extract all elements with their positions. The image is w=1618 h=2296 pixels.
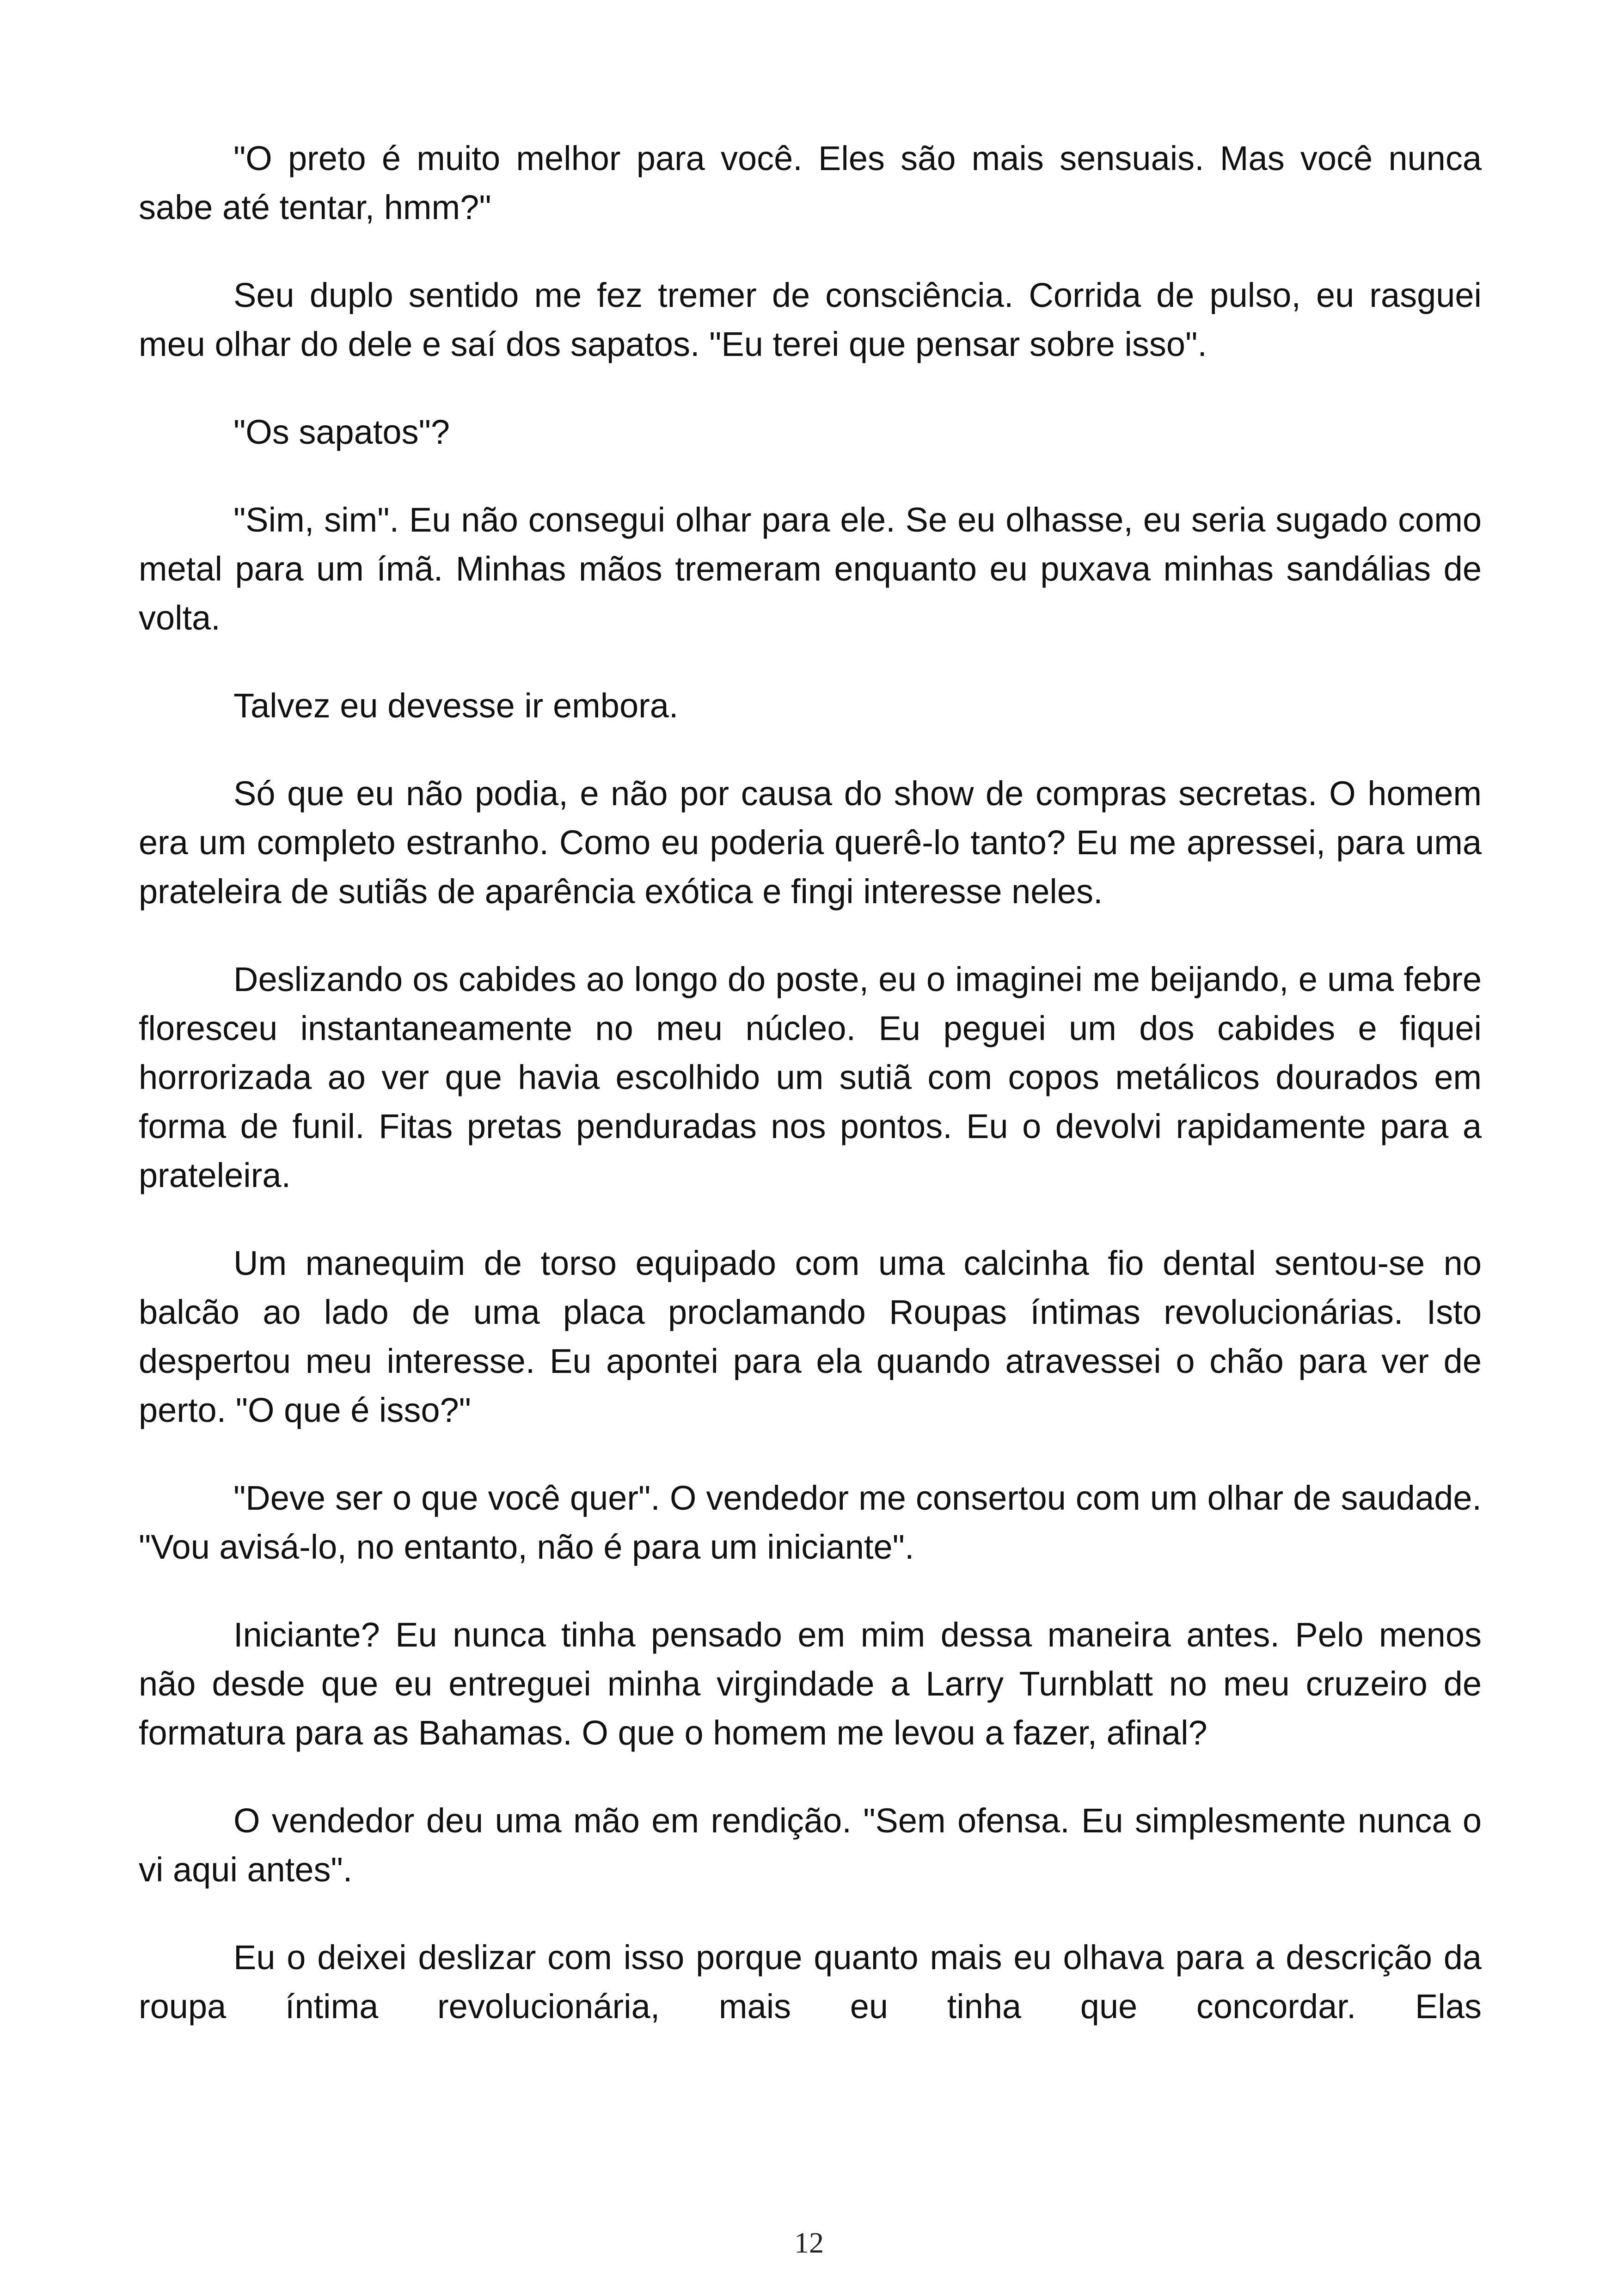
paragraph: "Sim, sim". Eu não consegui olhar para ele. Se eu olhasse, eu seria sugado como metal para um ímã. Minhas mãos tremeram enquanto eu puxava minhas sandálias de volta. xyxy=(139,501,1482,637)
paragraph: Um manequim de torso equipado com uma calcinha fio dental sentou-se no balcão ao lado de uma placa proclamando Roupas íntimas revolucionárias. Isto despertou meu interesse. Eu apontei para ela quando atravessei o chão para ver de perto. "O que é isso?" xyxy=(139,1244,1482,1429)
paragraph: O vendedor deu uma mão em rendição. "Sem ofensa. Eu simplesmente nunca o vi aqui antes". xyxy=(139,1801,1482,1889)
paragraph: "Deve ser o que você quer". O vendedor me consertou com um olhar de saudade. "Vou avisá-lo, no entanto, não é para um iniciante". xyxy=(139,1479,1482,1566)
paragraph: Iniciante? Eu nunca tinha pensado em mim dessa maneira antes. Pelo menos não desde que eu entreguei minha virgindade a Larry Turnblatt no meu cruzeiro de formatura para as Bahamas. O que o homem me levou a fazer, afinal? xyxy=(139,1616,1482,1752)
paragraph: "O preto é muito melhor para você. Eles são mais sensuais. Mas você nunca sabe até tentar, hmm?" xyxy=(139,139,1482,227)
body-text xyxy=(139,134,1482,2031)
paragraph: Talvez eu devesse ir embora. xyxy=(233,686,679,725)
paragraph: Deslizando os cabides ao longo do poste, eu o imaginei me beijando, e uma febre floresceu instantaneamente no meu núcleo. Eu peguei um dos cabides e fiquei horrorizada ao ver que havia escolhido um sutiã com copos metálicos dourados em forma de funil. Fitas pretas penduradas nos pontos. Eu o devolvi rapidamente para a prateleira. xyxy=(139,960,1482,1194)
paragraph: Eu o deixei deslizar com isso porque quanto mais eu olhava para a descrição da roupa íntima revolucionária, mais eu tinha que concordar. Elas xyxy=(139,1938,1482,2026)
paragraph: "Os sapatos"? xyxy=(233,413,450,451)
paragraph: Seu duplo sentido me fez tremer de consciência. Corrida de pulso, eu rasguei meu olhar do dele e saí dos sapatos. "Eu terei que pensar sobre isso". xyxy=(139,276,1482,363)
paragraph: Só que eu não podia, e não por causa do show de compras secretas. O homem era um completo estranho. Como eu poderia querê-lo tanto? Eu me apressei, para uma prateleira de sutiãs de aparência exótica e fingi interesse neles. xyxy=(139,774,1482,911)
page-number: 12 xyxy=(794,2226,824,2259)
